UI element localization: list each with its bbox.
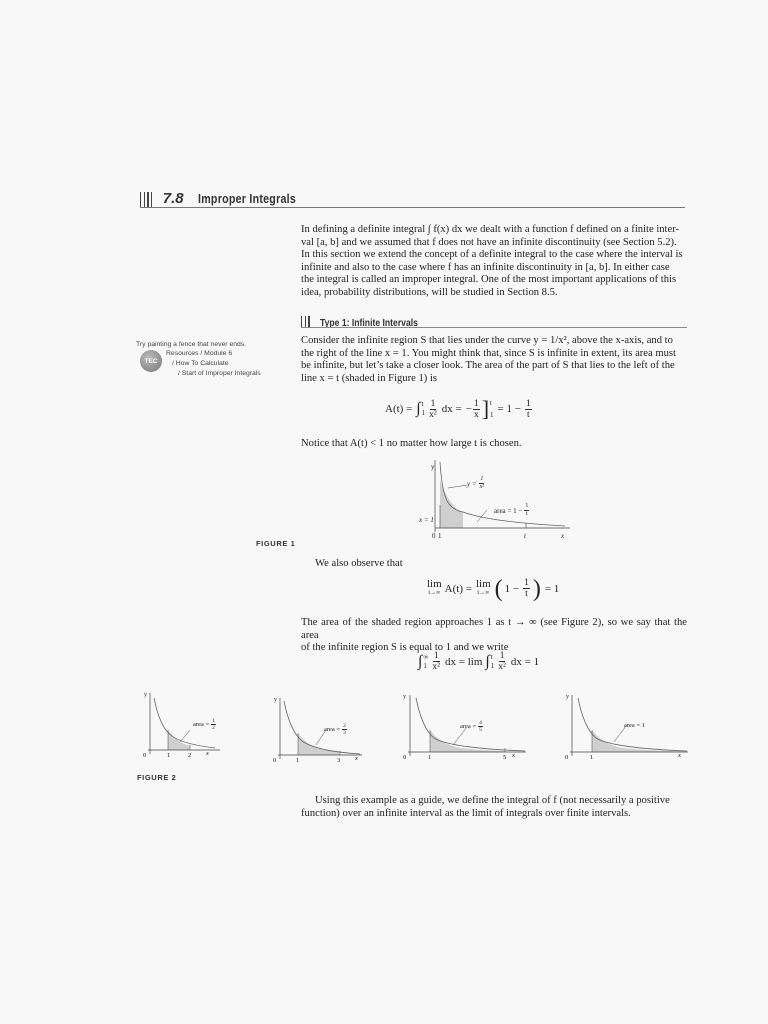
fig2-p3-origin: 0 xyxy=(403,754,407,761)
eq1-mid: dx = xyxy=(441,403,462,415)
fig2-p1-tick: 2 xyxy=(188,752,192,759)
intro-line-3: In this section we extend the concept of a definite integral to the case where the interval is xyxy=(301,249,683,261)
eq3-frac-2: $\frac{1}{\text{x²}}$ xyxy=(498,651,506,672)
fig2-p3-area-label xyxy=(460,720,484,733)
fig2-p2-frac xyxy=(342,723,347,736)
eq2-paren-close: ) xyxy=(532,575,541,602)
fig2-p2-x: x xyxy=(355,755,358,762)
fig2-p2-den: 3 xyxy=(343,730,346,736)
fig2-p3-tick: 5 xyxy=(503,754,507,761)
eq1-minus: − xyxy=(465,403,472,415)
eq2-rhs: = 1 xyxy=(544,582,560,595)
eq1-bracket: ] xyxy=(481,396,490,421)
fig2-p4-area-label: area = 1 xyxy=(624,722,645,729)
notice-text: Notice that A(t) < 1 no matter how large t is chosen. xyxy=(301,438,522,449)
fig1-y-label: y xyxy=(431,463,435,471)
fig2-p2-tick-1: 1 xyxy=(296,757,300,764)
figure-2-label: FIGURE 2 xyxy=(137,773,177,782)
closing-paragraph xyxy=(301,795,687,820)
fig2-p3-tick-1: 1 xyxy=(428,754,432,761)
fig2-p1-frac xyxy=(211,718,216,731)
para1-line-3: be infinite, but let’s take a closer look. The area of the part of S that lies to the left of the xyxy=(301,360,675,372)
fig2-p1-origin: 0 xyxy=(143,752,147,759)
subsection-title: Type 1: Infinite Intervals xyxy=(320,317,418,329)
eq2-paren-open: ( xyxy=(494,575,503,602)
fig2-p4-x: x xyxy=(678,752,681,759)
eq2-lim-1 xyxy=(427,577,442,598)
fig2-p2-num: 2 xyxy=(343,723,346,729)
fig2-p3-area-text: area = xyxy=(460,723,477,730)
fig2-p2-tick: 3 xyxy=(337,757,341,764)
margin-note xyxy=(136,340,276,349)
eq2-a-t: A(t) = xyxy=(444,582,472,595)
intro-line-6: idea, probability distributions, will be studied in Section 8.5. xyxy=(301,286,558,298)
margin-note-line-2: Resources / Module 6 xyxy=(166,350,233,357)
para2-line-1: The area of the shaded region approaches 1 as t → ∞ (see Figure 2), so we say that the area xyxy=(301,617,687,641)
intro-line-5: the integral is called an improper integral. One of the most important applications of this xyxy=(301,274,677,286)
eq3-frac-1: $\frac{1}{\text{x²}}$ xyxy=(432,651,440,672)
fig1-area-frac: $\frac{1}{t}$ xyxy=(525,503,529,517)
margin-note-line-3: / How To Calculate xyxy=(172,360,229,367)
eq1-lhs: A(t) = xyxy=(385,403,413,415)
section-heading xyxy=(140,190,317,208)
fig2-p1-area-text: area = xyxy=(193,721,210,728)
eq3-integral-icon-2: ∫ xyxy=(485,652,490,670)
eq1-frac-2: $\frac{1}{x}$ xyxy=(473,398,479,420)
eq1-limits: t 1 xyxy=(421,400,426,417)
fig1-origin: 0 xyxy=(432,532,436,540)
eq2-lim-text-1: lim xyxy=(427,577,442,590)
fig2-p3-y: y xyxy=(403,694,406,700)
fig1-curve-frac: $\frac{1}{\text{x²}}$ xyxy=(479,476,485,490)
eq2-one: 1 − xyxy=(504,582,520,595)
integral-sign-icon: ∫ xyxy=(416,400,421,417)
fig1-line-label: x = 1 xyxy=(419,516,434,524)
equation-improper xyxy=(418,651,539,672)
intro-line-4: infinite and also to the case where f has an infinite discontinuity in [a, b]. In either case xyxy=(301,261,670,273)
heading-bars-icon xyxy=(140,190,155,208)
margin-note-line-1: Try painting a fence that never ends. xyxy=(136,341,247,348)
fig2-p2-area-text: area = xyxy=(324,726,341,733)
fig2-p2-area-label xyxy=(324,723,348,736)
fig2-p4-y: y xyxy=(566,694,569,700)
fig2-p1-area-label xyxy=(193,718,217,731)
fig2-p4-tick-1: 1 xyxy=(590,754,594,761)
para1-line-2: the right of the line x = 1. You might think that, since S is infinite in extent, its area must xyxy=(301,347,676,359)
paragraph-1 xyxy=(301,335,687,385)
section-number: 7.8 xyxy=(162,190,184,207)
fig2-p1-den: 2 xyxy=(212,725,215,731)
fig2-p4-origin: 0 xyxy=(565,754,569,761)
observe-text: We also observe that xyxy=(315,558,403,569)
fig2-panel-4 xyxy=(562,692,692,767)
para1-line-4: line x = t (shaded in Figure 1) is xyxy=(301,372,438,384)
subheading-bars-icon xyxy=(301,313,312,331)
margin-note-line-4: / Start of Improper Integrals xyxy=(178,370,261,377)
eq2-sub-1: t→∞ xyxy=(428,589,441,596)
closing-line-2: function) over an infinite interval as the limit of integrals over finite intervals. xyxy=(301,807,631,819)
fig2-panel-4-graph xyxy=(562,692,692,767)
fig1-tick-1: 1 xyxy=(438,532,442,540)
eq1-frac-3: $\frac{1}{t}$ xyxy=(525,398,531,420)
fig2-p1-num: 1 xyxy=(212,718,215,724)
fig1-area-label-text: area = 1 − xyxy=(494,506,523,515)
fig2-p3-den: 5 xyxy=(479,727,482,733)
fig2-p3-num: 4 xyxy=(479,720,482,726)
fig2-p1-tick-1: 1 xyxy=(167,752,171,759)
eq1-frac-1: $\frac{1}{\text{x²}}$ xyxy=(429,398,437,420)
intro-paragraph xyxy=(301,224,687,300)
eq2-lim-2 xyxy=(475,577,491,598)
eq1-end: = 1 − xyxy=(497,403,521,415)
fig1-curve-pointer xyxy=(448,485,467,488)
eq2-lim-text-2: lim xyxy=(475,577,491,590)
eq3-limits-1: ∞ 1 xyxy=(423,652,429,670)
fig2-p1-x: x xyxy=(206,750,209,757)
intro-line-1: In defining a definite integral ∫ f(x) dx we dealt with a function f defined on a finite inter- xyxy=(301,224,680,235)
equation-area-t xyxy=(385,397,533,421)
para2-line-2: of the infinite region S is equal to 1 and we write xyxy=(301,642,509,654)
closing-line-1: Using this example as a guide, we define the integral of f (not necessarily a positive xyxy=(315,795,670,806)
eq1-eval-limits: t 1 xyxy=(490,399,494,419)
figure-1-label: FIGURE 1 xyxy=(256,539,296,548)
eq3-integral-icon-1: ∫ xyxy=(418,652,423,670)
subsection-heading xyxy=(301,313,439,331)
eq2-frac: $\frac{1}{t}$ xyxy=(524,578,529,599)
fig1-curve-label xyxy=(467,476,486,491)
fig1-curve-label-text: y = xyxy=(467,479,477,488)
paragraph-2 xyxy=(301,617,687,655)
fig2-p2-y: y xyxy=(274,697,277,703)
para1-line-1: Consider the infinite region S that lies under the curve y = 1/x², above the x-axis, and to xyxy=(301,335,673,346)
eq3-text-1: dx = lim xyxy=(445,655,483,668)
fig2-p3-frac xyxy=(478,720,483,733)
intro-line-2: val [a, b] and we assumed that f does not have an infinite discontinuity (see Section 5.2). xyxy=(301,236,677,248)
eq3-limits-2: t 1 xyxy=(490,652,495,670)
fig1-tick-t: t xyxy=(524,532,526,540)
heading-rule xyxy=(140,207,685,208)
eq3-text-2: dx = 1 xyxy=(510,655,540,668)
fig1-x-label: x xyxy=(561,532,565,540)
equation-limit xyxy=(427,575,560,602)
fig1-area-label xyxy=(494,503,530,518)
tec-logo-icon: TEC xyxy=(140,350,162,372)
section-title: Improper Integrals xyxy=(197,191,296,206)
eq2-sub-2: t→∞ xyxy=(477,589,490,596)
subheading-rule xyxy=(301,327,687,328)
fig2-p3-x: x xyxy=(512,752,515,759)
fig2-p2-origin: 0 xyxy=(273,757,277,764)
fig2-p1-y: y xyxy=(144,692,147,698)
